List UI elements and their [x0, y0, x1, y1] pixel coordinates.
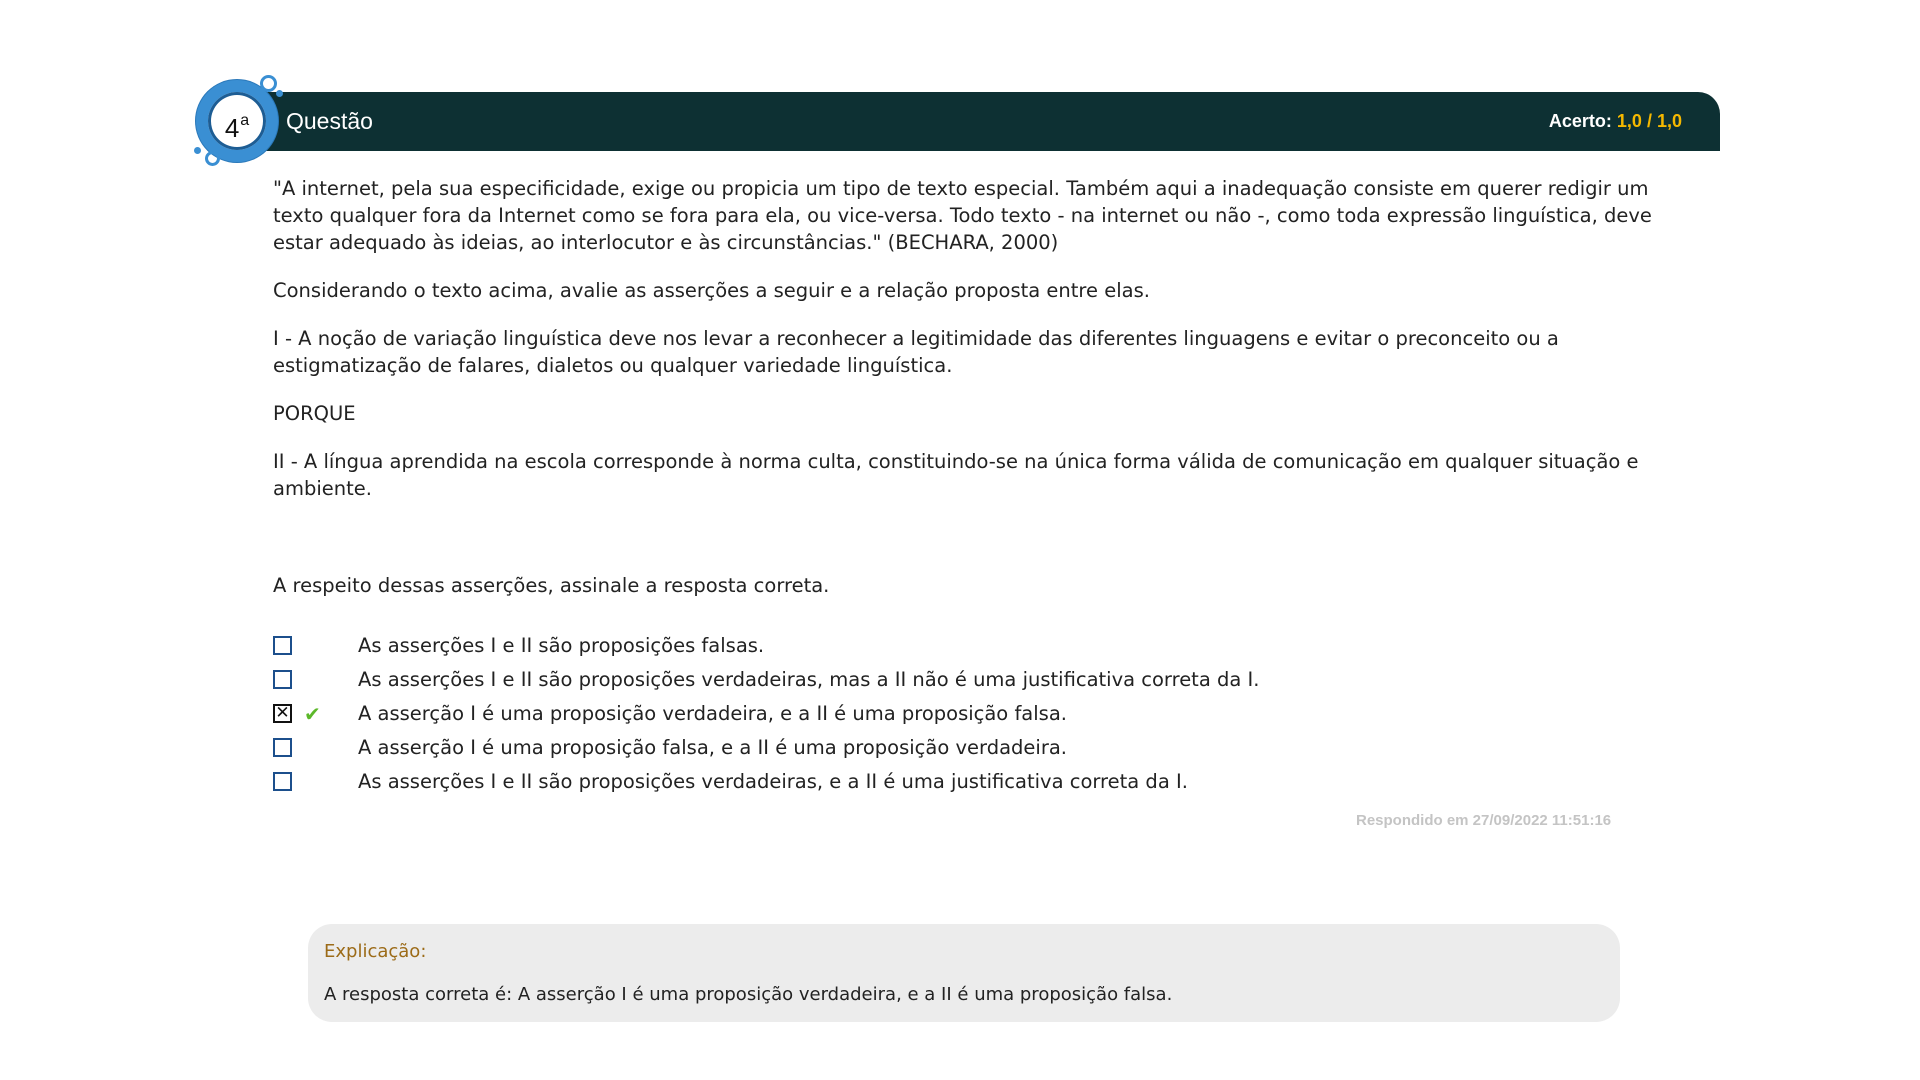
- answer-option[interactable]: [273, 629, 1658, 663]
- answer-option[interactable]: [273, 765, 1658, 799]
- bubble-decoration-icon: [194, 147, 201, 154]
- bubble-decoration-icon: [276, 90, 283, 97]
- assertion-connector: PORQUE: [273, 402, 356, 425]
- score-separator: /: [1646, 111, 1652, 131]
- question-instruction: Considerando o texto acima, avalie as asserções a seguir e a relação proposta entre elas.: [273, 279, 1150, 302]
- explanation-box: [308, 924, 1620, 1022]
- option-label: As asserções I e II são proposições verdadeiras, mas a II não é uma justificativa correta da I.: [358, 668, 1260, 691]
- score: [1549, 92, 1682, 151]
- answer-option[interactable]: [273, 663, 1658, 697]
- check-icon: ✔: [304, 702, 321, 726]
- answered-timestamp: Respondido em 27/09/2022 11:51:16: [1356, 812, 1612, 829]
- explanation-title: Explicação:: [324, 941, 427, 962]
- bubble-decoration-icon: [260, 75, 277, 92]
- question-header: [210, 92, 1720, 151]
- question-title: Questão: [286, 108, 373, 134]
- bubble-decoration-icon: [205, 151, 220, 166]
- option-label: As asserções I e II são proposições verdadeiras, e a II é uma justificativa correta da I.: [358, 770, 1188, 793]
- question-quote: "A internet, pela sua especificidade, exige ou propicia um tipo de texto especial. Também aqui a inadequação consiste em querer redigir um texto qualquer fora da Internet como se fora para ela, ou vice-versa. Todo texto - na internet ou não -, como toda expressão linguística, deve estar adequado às ideias, ao interlocutor e às circunstâncias." (BECHARA, 2000): [273, 177, 1652, 254]
- score-label: Acerto:: [1548, 111, 1612, 131]
- question-prompt: A respeito dessas asserções, assinale a resposta correta.: [273, 574, 830, 597]
- option-checkbox[interactable]: [273, 738, 292, 757]
- option-label: As asserções I e II são proposições falsas.: [358, 634, 765, 657]
- score-value: 1,0: [1616, 111, 1642, 131]
- explanation-text: A resposta correta é: A asserção I é uma proposição verdadeira, e a II é uma proposição falsa.: [324, 984, 1173, 1005]
- assertion-1: I - A noção de variação linguística deve nos levar a reconhecer a legitimidade das diferentes linguagens e evitar o preconceito ou a estigmatização de falares, dialetos ou qualquer variedade linguística.: [273, 327, 1559, 377]
- answer-option[interactable]: [273, 731, 1658, 765]
- question-number: 4$^a$: [224, 112, 250, 143]
- option-checkbox-checked[interactable]: [273, 704, 292, 723]
- option-checkbox[interactable]: [273, 772, 292, 791]
- x-mark-icon: ✕: [275, 703, 290, 723]
- option-label: A asserção I é uma proposição falsa, e a II é uma proposição verdadeira.: [358, 736, 1067, 759]
- question-body: [273, 175, 1658, 799]
- answer-option-selected[interactable]: [273, 697, 1658, 731]
- assertion-2: II - A língua aprendida na escola corresponde à norma culta, constituindo-se na única forma válida de comunicação em qualquer situação e ambiente.: [273, 450, 1639, 500]
- option-checkbox[interactable]: [273, 636, 292, 655]
- score-total: 1,0: [1656, 111, 1682, 131]
- question-number-badge: [196, 80, 278, 162]
- answer-options: [273, 629, 1658, 799]
- option-label: A asserção I é uma proposição verdadeira, e a II é uma proposição falsa.: [358, 702, 1067, 725]
- option-checkbox[interactable]: [273, 670, 292, 689]
